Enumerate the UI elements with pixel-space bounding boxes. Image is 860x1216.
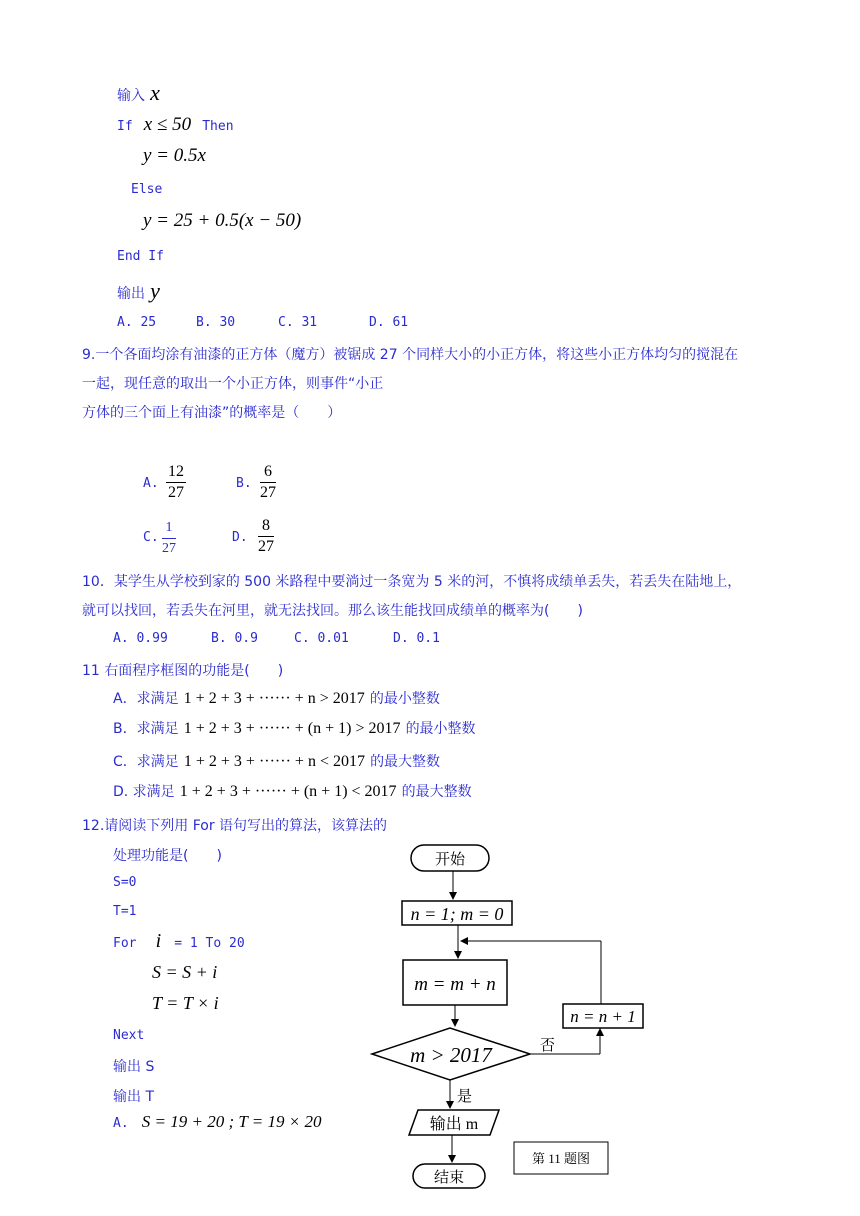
flowchart-condition-label: m > 2017 [410,1043,492,1067]
q9-option-a-fraction: $\frac{12}{27}$ [168,463,184,501]
q9-option-b-fraction: $\frac{6}{27}$ [260,463,276,501]
q12-output-s: 输出 S [113,1059,155,1075]
q12-stem: 12.请阅读下列用 For 语句写出的算法，该算法的 [82,818,388,834]
q11-stem: 11 右面程序框图的功能是( ) [82,663,284,679]
flowchart-process-label: m = m + n [414,974,496,995]
q12-for-line: For i = 1 To 20 [113,930,245,952]
q10-option-d: D. 0.1 [393,631,440,646]
q10-line-2: 就可以找回，若丢失在河里，就无法找回。那么该生能找回成绩单的概率为( ) [82,603,583,619]
q10-option-a: A. 0.99 [113,631,168,646]
q9-option-d-fraction: $\frac{8}{27}$ [258,517,274,555]
flowchart-output-label: 输出 m [429,1116,479,1133]
q12-body-2: T = T × i [152,993,219,1013]
flowchart-init-label: n = 1; m = 0 [410,904,504,924]
q11-option-a: A．求满足 1 + 2 + 3 + ······ + n > 2017 的最小整数 [113,690,440,707]
program8-statement-1: y = 0.5x [143,145,206,166]
q9-option-c-fraction: $\frac{1}{27}$ [162,520,176,556]
program8-endif: End If [117,249,164,264]
q12-output-t: 输出 T [113,1089,155,1105]
program8-if-line: If x ≤ 50 Then [117,114,234,135]
flowchart-start-label: 开始 [434,852,466,868]
program8-option-c: C. 31 [278,315,318,330]
program8-else: Else [131,182,163,197]
program8-output-line: 输出 y [117,278,160,303]
flowchart-caption: 第 11 题图 [531,1151,591,1166]
q9-line-2: 一起，现任意的取出一个小正方体，则事件“小正 [82,376,384,392]
flowchart-end-label: 结束 [433,1170,465,1186]
q10-line-1: 10．某学生从学校到家的 500 米路程中要淌过一条宽为 5 米的河，不慎将成绩单丢失，若丢失在陆地上， [82,574,742,590]
q9-line-3: 方体的三个面上有油漆”的概率是（ ） [82,405,342,421]
q12-option-a: A. S = 19 + 20 ; T = 19 × 20 [113,1112,322,1131]
q9-option-c-label: C. [143,530,159,545]
program8-option-a: A. 25 [117,315,157,330]
q9-option-b-label: B. [236,476,252,491]
program8-input-line: 输入 x [117,80,160,105]
q9-line-1: 9.一个各面均涂有油漆的正方体（魔方）被锯成 27 个同样大小的小正方体，将这些小正方体均匀的搅混在 [82,347,739,363]
q9-option-a-label: A. [143,476,159,491]
program8-option-b: B. 30 [196,315,236,330]
program8-statement-2: y = 25 + 0.5(x − 50) [143,210,302,231]
q12-body-1: S = S + i [152,962,218,982]
q12-next: Next [113,1028,145,1043]
q9-option-d-label: D. [232,530,248,545]
q11-option-b: B．求满足 1 + 2 + 3 + ······ + (n + 1) > 2017 的最小整数 [113,720,476,737]
q10-option-b: B. 0.9 [211,631,258,646]
flowchart-yes-label: 是 [457,1089,473,1105]
flowchart-no-label: 否 [540,1038,556,1054]
q12-t-init: T=1 [113,904,137,919]
q10-option-c: C. 0.01 [294,631,349,646]
q11-option-c: C．求满足 1 + 2 + 3 + ······ + n < 2017 的最大整数 [113,753,441,770]
q12-s-init: S=0 [113,875,137,890]
program8-option-d: D. 61 [369,315,409,330]
q11-option-d: D. 求满足 1 + 2 + 3 + ······ + (n + 1) < 2017 的最大整数 [113,783,472,800]
q12-line-2: 处理功能是( ) [113,848,222,864]
flowchart-update-label: n = n + 1 [570,1007,636,1026]
